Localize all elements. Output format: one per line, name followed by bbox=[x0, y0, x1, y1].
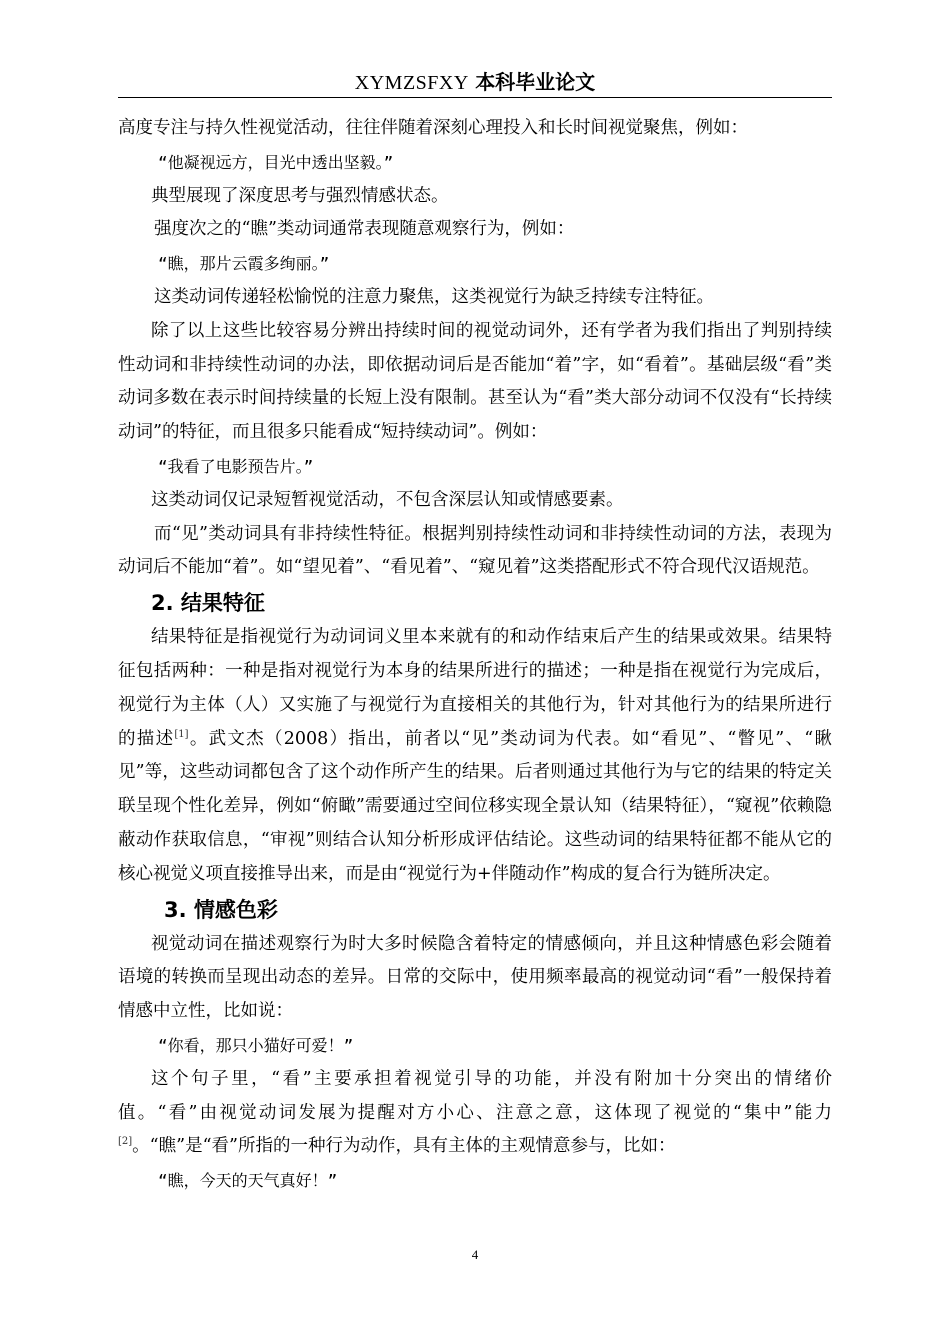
paragraph: 强度次之的“瞧”类动词通常表现随意观察行为，例如： bbox=[154, 219, 575, 240]
paragraph-text: 结果特征是指视觉行为动词词义里本来就有的和动作结束后产生的结果或效果。结果特征包括两种：一种是指对视觉行为本身的结果所进行的描述；一种是指在视觉行为完成后，视觉行为主体（人）又实施了与视觉行为直接相关的其他行为，针对其他行为的结果所进行的描述 bbox=[118, 627, 832, 749]
header-title-latin: XYMZSFXY bbox=[354, 72, 469, 94]
paragraph: 除了以上这些比较容易分辨出持续时间的视觉动词外，还有学者为我们指出了判别持续性动词和非持续性动词的办法，即依据动词后是否能加“着”字，如“看着”。基础层级“看”类动词多数在表示时间持续量的长短上没有限制。甚至认为“看”类大部分动词不仅没有“长持续动词”的特征，而且很多只能看成“短持续动词”。例如： bbox=[118, 320, 832, 443]
paragraph-text: 。“瞧”是“看”所指的一种行为动作，具有主体的主观情意参与，比如： bbox=[132, 1136, 676, 1157]
paragraph: 这类动词仅记录短暂视觉活动，不包含深层认知或情感要素。 bbox=[151, 489, 624, 510]
section-heading-emotion: 3. 情感色彩 bbox=[164, 897, 278, 922]
paragraph: 而“见”类动词具有非持续性特征。根据判别持续性动词和非持续性动词的方法，表现为动词后不能加“着”。如“望见着”、“看见着”、“窥见着”这类搭配形式不符合现代汉语规范。 bbox=[118, 523, 832, 578]
citation-ref[interactable]: [2] bbox=[118, 1136, 133, 1148]
page-header bbox=[118, 68, 832, 96]
section-heading-result: 2. 结果特征 bbox=[151, 591, 265, 616]
page-number: 4 bbox=[471, 1247, 479, 1262]
paragraph: 典型展现了深度思考与强烈情感状态。 bbox=[151, 185, 449, 206]
paragraph bbox=[118, 1063, 832, 1164]
example-quote: “我看了电影预告片。” bbox=[158, 456, 314, 476]
example-quote: “你看，那只小猫好可爱！” bbox=[158, 1035, 354, 1055]
example-quote: “他凝视远方，目光中透出坚毅。” bbox=[158, 152, 394, 172]
page-body bbox=[118, 112, 832, 1198]
paragraph-text: 。武文杰（2008）指出，前者以“见”类动词为代表。如“看见”、“瞥见”、“瞅见”等，这些动词都包含了这个动作所产生的结果。后者则通过其他行为与它的结果的特定关联呈现个性化差异，例如“俯瞰”需要通过空间位移实现全景认知（结果特征），“窥视”依赖隐蔽动作获取信息，“审视”则结合认知分析形成评估结论。这些动词的结果特征都不能从它的核心视觉义项直接推导出来，而是由“视觉行为+伴随动作”构成的复合行为链所决定。 bbox=[118, 728, 832, 884]
paragraph bbox=[118, 621, 832, 891]
example-quote: “瞧，今天的天气真好！” bbox=[158, 1171, 338, 1191]
example-quote: “瞧，那片云霞多绚丽。” bbox=[158, 254, 330, 274]
citation-ref[interactable]: [1] bbox=[174, 728, 189, 740]
header-rule bbox=[118, 97, 832, 98]
paragraph: 视觉动词在描述观察行为时大多时候隐含着特定的情感倾向，并且这种情感色彩会随着语境的转换而呈现出动态的差异。日常的交际中，使用频率最高的视觉动词“看”一般保持着情感中立性，比如说： bbox=[118, 933, 832, 1022]
header-title-cn: 本科毕业论文 bbox=[475, 70, 596, 94]
paragraph: 这类动词传递轻松愉悦的注意力聚焦，这类视觉行为缺乏持续专注特征。 bbox=[154, 286, 714, 307]
paragraph-text: 这个句子里，“看”主要承担着视觉引导的功能，并没有附加十分突出的情绪价值。“看”由视觉动词发展为提醒对方小心、注意之意，这体现了视觉的“集中”能力 bbox=[118, 1068, 832, 1123]
paragraph: 高度专注与持久性视觉活动，往往伴随着深刻心理投入和长时间视觉聚焦，例如： bbox=[118, 118, 748, 138]
